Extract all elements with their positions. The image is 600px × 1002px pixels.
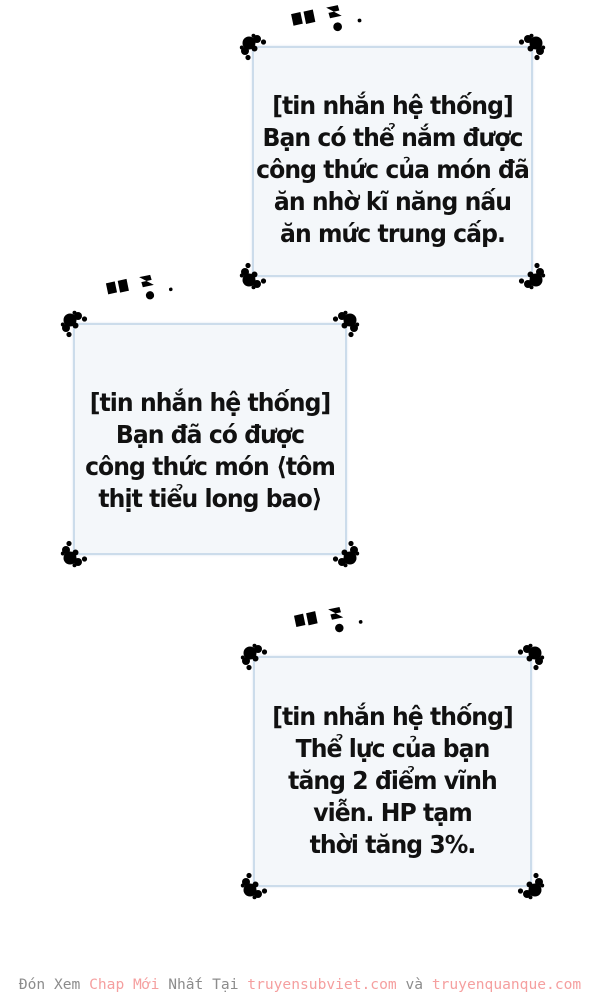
system-message-text xyxy=(256,90,529,250)
credit-text: Đón Xem xyxy=(18,976,90,993)
system-message-box-1 xyxy=(252,46,533,277)
sfx-text xyxy=(291,39,292,40)
message-line: [tin nhắn hệ thống] xyxy=(89,388,331,417)
message-line: thời tăng 3%. xyxy=(309,830,476,859)
flower-cluster-icon xyxy=(513,868,545,900)
sfx-ddiring-1 xyxy=(286,0,366,39)
translator-credit xyxy=(0,976,600,993)
sfx-ddiring-3 xyxy=(289,599,367,640)
flower-cluster-icon xyxy=(60,536,92,568)
message-line: [tin nhắn hệ thống] xyxy=(272,702,513,731)
flower-cluster-icon xyxy=(60,310,92,342)
flower-cluster-icon xyxy=(240,643,272,675)
system-message-text xyxy=(83,387,337,515)
flower-cluster-icon xyxy=(514,258,546,290)
ddiring-sfx-icon xyxy=(289,599,367,640)
message-line: [tin nhắn hệ thống] xyxy=(272,91,513,120)
system-message-text xyxy=(263,701,522,861)
message-line: Thể lực của bạn xyxy=(295,734,490,763)
message-line: thịt tiểu long bao⟩ xyxy=(98,484,322,513)
system-message-box-2 xyxy=(73,323,347,555)
credit-highlight: Chap Mới xyxy=(89,976,160,993)
sfx-text xyxy=(105,307,106,308)
message-line: công thức món ⟨tôm xyxy=(85,452,335,481)
credit-text: và xyxy=(396,976,432,993)
sfx-ddiring-2 xyxy=(101,267,176,307)
flower-cluster-icon xyxy=(328,536,360,568)
message-line: ăn nhờ kĩ năng nấu xyxy=(273,187,512,216)
ddiring-sfx-icon xyxy=(101,267,176,307)
flower-cluster-icon xyxy=(239,258,271,290)
ddiring-sfx-icon xyxy=(286,0,366,39)
message-line: Bạn đã có được xyxy=(115,420,305,449)
message-line: Bạn có thể nắm được xyxy=(262,123,523,152)
credit-site-url: truyensubviet.com xyxy=(247,976,397,993)
message-line: tăng 2 điểm vĩnh xyxy=(288,766,497,795)
flower-cluster-icon xyxy=(239,33,271,65)
message-line: ăn mức trung cấp. xyxy=(280,219,505,248)
flower-cluster-icon xyxy=(240,868,272,900)
system-message-box-3 xyxy=(253,656,532,887)
flower-cluster-icon xyxy=(514,33,546,65)
message-line: công thức của món đã xyxy=(256,155,529,184)
flower-cluster-icon xyxy=(328,310,360,342)
flower-cluster-icon xyxy=(513,643,545,675)
sfx-text xyxy=(294,640,295,641)
message-line: viễn. HP tạm xyxy=(313,798,472,827)
credit-site-url: truyenquanque.com xyxy=(431,976,582,993)
credit-text: Nhất Tại xyxy=(159,976,248,993)
